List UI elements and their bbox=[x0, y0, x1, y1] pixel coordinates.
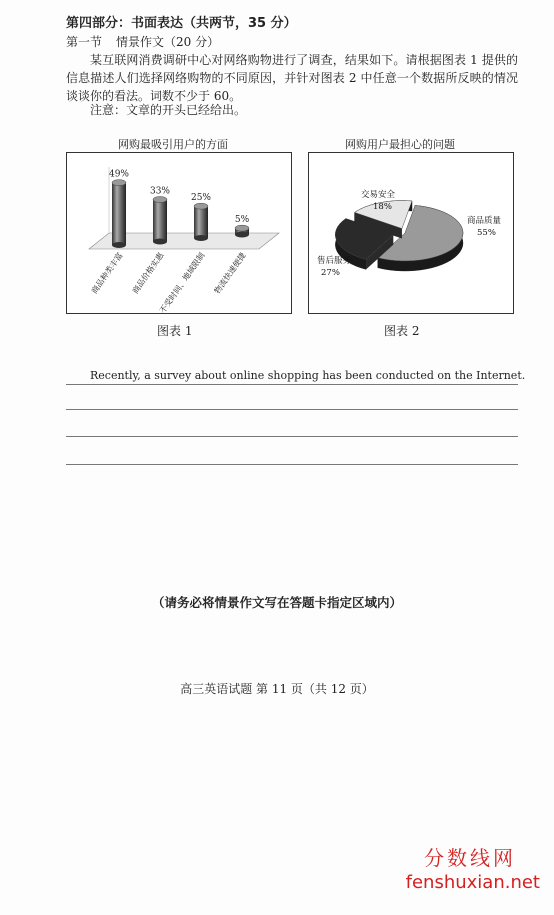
bar-0 bbox=[112, 183, 126, 245]
subsection-heading bbox=[66, 33, 233, 50]
answer-instruction: （请务必将情景作文写在答题卡指定区域内） bbox=[151, 595, 402, 610]
bar-top-3 bbox=[235, 225, 249, 231]
chart1-caption: 图表 1 bbox=[157, 324, 193, 338]
bar-value-label-3: 5% bbox=[234, 215, 250, 226]
bar-value-label-2: 25% bbox=[190, 193, 212, 204]
answer-line-4 bbox=[66, 464, 518, 465]
answer-line-3 bbox=[66, 436, 518, 437]
pie-value-label-1: 27% bbox=[321, 268, 340, 278]
chart2-frame bbox=[308, 152, 514, 314]
task-description: 某互联网消费调研中心对网络购物进行了调查，结果如下。请根据图表 1 提供的信息描述人们选择网络购物的不同原因，并针对图表 2 中任意一个数据所反映的情况谈谈你的看法。词数不少于 60。 bbox=[66, 53, 518, 103]
watermark-url: fenshuxian.net bbox=[405, 872, 540, 893]
pie-label-2: 交易安全 bbox=[361, 190, 396, 200]
essay-opening: Recently, a survey about online shopping has been conducted on the Internet. bbox=[90, 369, 526, 382]
pie-value-label-2: 18% bbox=[373, 202, 392, 212]
bar-base-0 bbox=[112, 242, 126, 248]
bar-top-1 bbox=[153, 197, 167, 203]
bar-category-label-1: 商品价格实惠 bbox=[130, 250, 166, 296]
bar-category-label-0: 商品种类丰富 bbox=[89, 250, 125, 296]
bar-chart bbox=[67, 153, 291, 313]
bar-2 bbox=[194, 206, 208, 238]
pie-label-1: 售后服务 bbox=[317, 256, 352, 266]
chart2-caption: 图表 2 bbox=[384, 324, 420, 338]
chart2-title: 网购用户最担心的问题 bbox=[345, 138, 455, 151]
bar-value-label-1: 33% bbox=[149, 186, 171, 197]
pie-value-label-0: 55% bbox=[477, 228, 496, 238]
bar-top-2 bbox=[194, 203, 208, 209]
answer-line-2 bbox=[66, 409, 518, 410]
bar-base-3 bbox=[235, 232, 249, 238]
bar-base-1 bbox=[153, 239, 167, 245]
answer-line-1 bbox=[66, 384, 518, 385]
task-note: 注意：文章的开头已经给出。 bbox=[90, 103, 247, 117]
chart1-title: 网购最吸引用户的方面 bbox=[118, 138, 228, 151]
bar-base-2 bbox=[194, 235, 208, 241]
bar-value-label-0: 49% bbox=[108, 169, 130, 180]
section-title: 第四部分：书面表达（共两节，35 分） bbox=[66, 16, 297, 31]
watermark-cn: 分数线网 bbox=[424, 846, 516, 870]
chart1-frame bbox=[66, 152, 292, 314]
bar-category-label-2: 不受时间、地域限制 bbox=[157, 250, 207, 313]
subsection-name: 情景作文（20 分） bbox=[116, 35, 220, 49]
pie-chart bbox=[309, 153, 513, 313]
bar-category-label-3: 物流快速便捷 bbox=[212, 250, 248, 296]
page-footer: 高三英语试题 第 11 页（共 12 页） bbox=[180, 682, 374, 696]
bar-1 bbox=[153, 200, 167, 242]
subsection-label: 第一节 bbox=[66, 35, 103, 49]
pie-label-0: 商品质量 bbox=[467, 216, 502, 226]
bar-top-0 bbox=[112, 180, 126, 186]
